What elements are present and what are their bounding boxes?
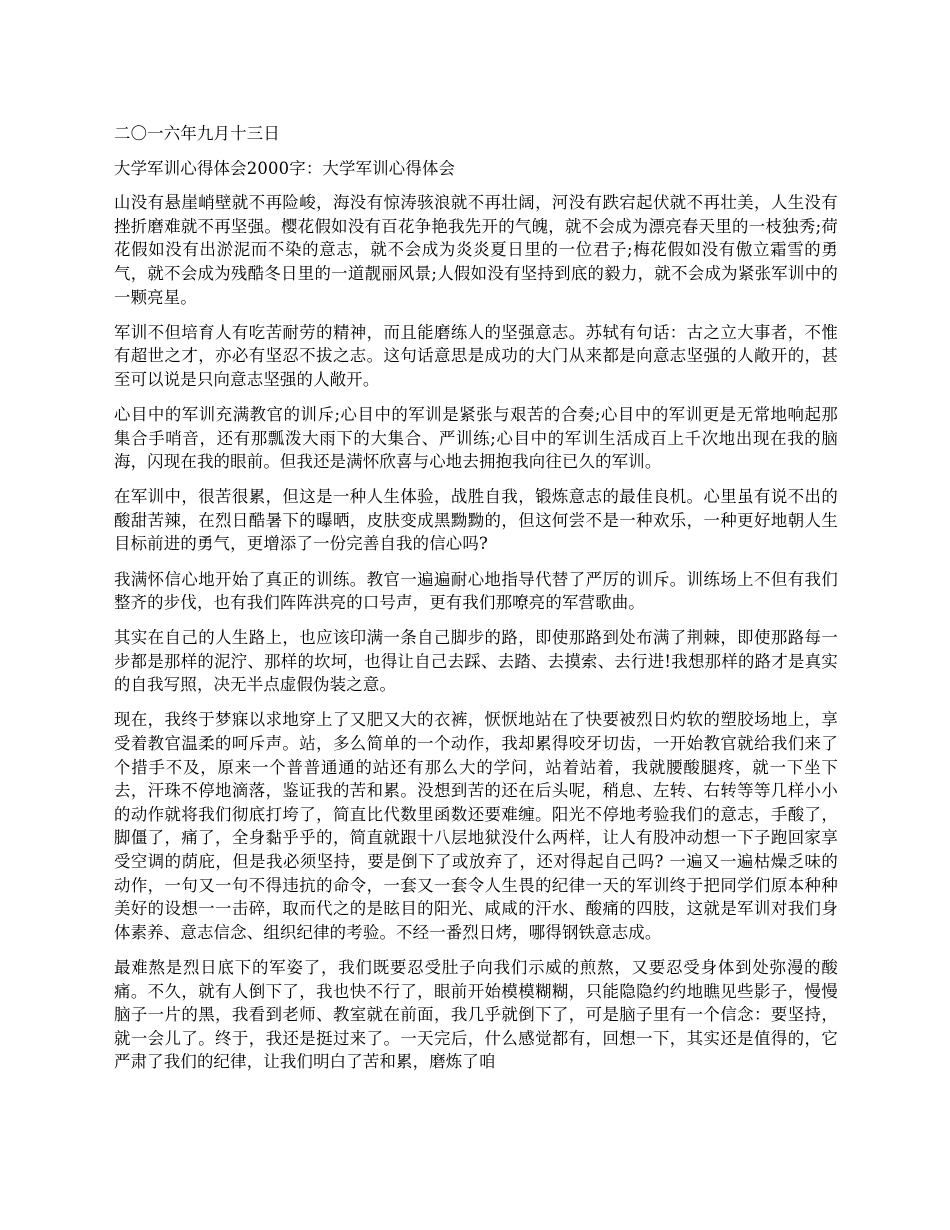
paragraph: 我满怀信心地开始了真正的训练。教官一遍遍耐心地指导代替了严厉的训斥。训练场上不但有我们整齐的步伐，也有我们阵阵洪亮的口号声，更有我们那嘹亮的军营歌曲。 [114,569,838,613]
paragraph: 山没有悬崖峭壁就不再险峻，海没有惊涛骇浪就不再壮阔，河没有跌宕起伏就不再壮美，人生没有挫折磨难就不再坚强。樱花假如没有百花争艳我先开的气魄，就不会成为漂亮春天里的一枝独秀;荷花假如没有出淤泥而不染的意志，就不会成为炎炎夏日里的一位君子;梅花假如没有傲立霜雪的勇气，就不会成为残酷冬日里的一道靓丽风景;人假如没有坚持到底的毅力，就不会成为紧张军训中的一颗亮星。 [114,193,838,307]
document-page [114,122,838,1085]
paragraph: 现在，我终于梦寐以求地穿上了又肥又大的衣裤，恹恹地站在了快要被烈日灼软的塑胶场地上，享受着教官温柔的呵斥声。站，多么简单的一个动作，我却累得咬牙切齿，一开始教官就给我们来了个措手不及，原来一个普普通通的站还有那么大的学问，站着站着，我就腰酸腿疼，就一下坐下去，汗珠不停地滴落，鉴证我的苦和累。没想到苦的还在后头呢，稍息、左转、右转等等几样小小的动作就将我们彻底打垮了，简直比代数里函数还要难缠。阳光不停地考验我们的意志，手酸了，脚僵了，痛了，全身黏乎乎的，简直就跟十八层地狱没什么两样，让人有股冲动想一下子跑回家享受空调的荫庇，但是我必须坚持，要是倒下了或放弃了，还对得起自己吗? 一遍又一遍枯燥乏味的动作，一句又一句不得违抗的命令，一套又一套令人生畏的纪律一天的军训终于把同学们原本种种美好的设想一一击碎，取而代之的是眩目的阳光、咸咸的汗水、酸痛的四肢，这就是军训对我们身体素养、意志信念、组织纪律的考验。不经一番烈日烤，哪得钢铁意志成。 [114,710,838,942]
paragraph: 军训不但培育人有吃苦耐劳的精神，而且能磨练人的坚强意志。苏轼有句话：古之立大事者，不惟有超世之才，亦必有坚忍不拔之志。这句话意思是成功的大门从来都是向意志坚强的人敞开的，甚至可以说是只向意志坚强的人敞开。 [114,322,838,389]
paragraph: 其实在自己的人生路上，也应该印满一条自己脚步的路，即使那路到处布满了荆棘，即使那路每一步都是那样的泥泞、那样的坎坷，也得让自己去踩、去踏、去摸索、去行进!我想那样的路才是真实的自我写照，决无半点虚假伪装之意。 [114,628,838,695]
document-title: 大学军训心得体会2000字：大学军训心得体会 [114,158,456,178]
document-date: 二〇一六年九月十三日 [114,124,280,143]
paragraph: 心目中的军训充满教官的训斥;心目中的军训是紧张与艰苦的合奏;心目中的军训更是无常地响起那集合手哨音，还有那瓢泼大雨下的大集合、严训练;心目中的军训生活成百上千次地出现在我的脑海，闪现在我的眼前。但我还是满怀欣喜与心地去拥抱我向往已久的军训。 [114,404,838,472]
paragraph: 在军训中，很苦很累，但这是一种人生体验，战胜自我，锻炼意志的最佳良机。心里虽有说不出的酸甜苦辣，在烈日酷暑下的曝晒，皮肤变成黑黝黝的，但这何尝不是一种欢乐，一种更好地朝人生目标前进的勇气，更增添了一份完善自我的信心吗? [114,487,838,554]
paragraph: 最难熬是烈日底下的军姿了，我们既要忍受肚子向我们示威的煎熬，又要忍受身体到处弥漫的酸痛。不久，就有人倒下了，我也快不行了，眼前开始模模糊糊，只能隐隐约约地瞧见些影子，慢慢脑子一片的黑，我看到老师、教室就在前面，我几乎就倒下了，可是脑子里有一个信念：要坚持，就一会儿了。终于，我还是挺过来了。一天完后，什么感觉都有，回想一下，其实还是值得的，它严肃了我们的纪律，让我们明白了苦和累，磨炼了咱 [114,957,838,1072]
